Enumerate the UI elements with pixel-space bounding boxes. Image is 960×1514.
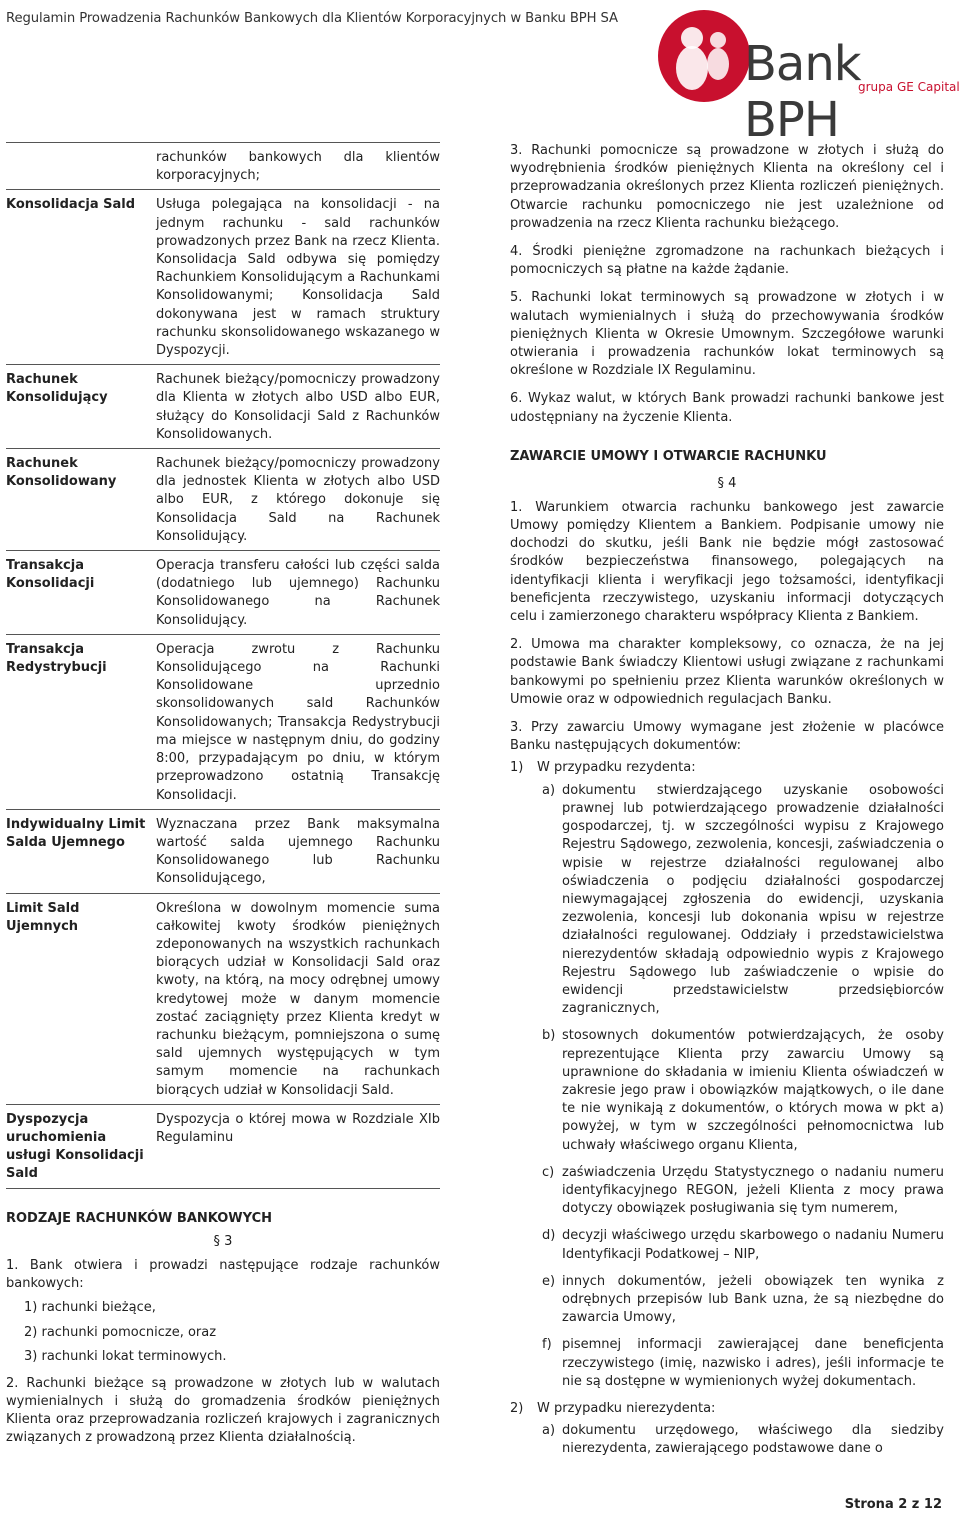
definition-description: rachunków bankowych dla klientów korporacyjnych; [156, 150, 440, 184]
definition-term: Transakcja Konsolidacji [6, 558, 95, 592]
definition-term: Indywidualny Limit Salda Ujemnego [6, 816, 146, 850]
definition-row [6, 448, 440, 550]
definition-term: Konsolidacja Sald [6, 197, 136, 213]
paragraph-text: 1. Warunkiem otwarcia rachunku bankowego jest zawarcie Umowy pomiędzy Klientem a Bankiem. Podpisanie umowy nie dochodzi do skutku, jeśli Bank nie będzie mógł zastosować środków bezpieczeństwa finansowego, polegających na identyfikacji klienta i weryfikacji jego tożsamości, identyfikacji beneficjenta rzeczywistego, uzyskaniu informacji dotyczących celu i zamierzonego charakteru współpracy Klienta z Bankiem. [510, 499, 944, 625]
right-column [510, 142, 944, 1468]
item-text: zaświadczenia Urzędu Statystycznego o nadaniu numeru identyfikacyjnego REGON, jeżeli Klienta z mocy prawa dotyczy obowiązek posługiwania się tym numerem, [562, 1164, 944, 1217]
numbered-item [510, 759, 944, 777]
paragraph-text: 5. Rachunki lokat terminowych są prowadzone w złotych i w walutach wymienialnych i służą do przechowywania środków pieniężnych Klienta w Okresie Umownym. Szczegółowe warunki otwierania i prowadzenia rachunków lokat terminowych są określone w Rozdziale IX Regulaminu. [510, 290, 944, 379]
item-letter: d) [542, 1228, 556, 1244]
definition-row [6, 809, 440, 893]
document-header-title: Regulamin Prowadzenia Rachunków Bankowych dla Klientów Korporacyjnych w Banku BPH SA [6, 11, 618, 26]
definition-description: Określona w dowolnym momencie suma całkowitej kwoty środków pieniężnych zdeponowanych na wszystkich rachunkach biorących udział w Konsolidacji Sald oraz kwoty, na którą, na mocy odrębnej umowy kredytowej może w danym momencie zostać zaciągnięty przez Klienta kredyt w rachunku bieżącym, pomniejszona o sumę sald ujemnych występujących w tym samym momencie na rachunkach biorących udział w Konsolidacji Sald. [156, 900, 440, 1098]
list-item: 2) rachunki pomocnicze, oraz [24, 1324, 217, 1340]
section-heading: ZAWARCIE UMOWY I OTWARCIE RACHUNKU [510, 448, 827, 464]
definition-term: Rachunek Konsolidowany [6, 456, 117, 490]
item-letter: b) [542, 1028, 556, 1044]
definition-description: Dyspozycja o której mowa w Rozdziale XIb Regulaminu [156, 1111, 440, 1145]
item-text: dokumentu urzędowego, właściwego dla siedziby nierezydenta, zawierającego podstawowe dane o [562, 1423, 944, 1457]
paragraph-text: 2. Umowa ma charakter kompleksowy, co oznacza, że na jej podstawie Bank świadczy Klientowi usługi związane z rachunkami bankowymi po spełnieniu przez Klienta warunków określonych w Umowie oraz w odpowiednich regulacjach Banku. [510, 637, 944, 707]
item-number: 2) [510, 1400, 524, 1416]
list-item: 3) rachunki lokat terminowych. [24, 1349, 227, 1365]
definition-description: Operacja transferu całości lub części salda (dodatniego lub ujemnego) Rachunku Konsolidowanego na Rachunek Konsolidujący. [156, 558, 440, 628]
definition-row [6, 1104, 440, 1188]
table-divider [6, 1188, 440, 1189]
lettered-item [542, 1227, 944, 1263]
item-text: innych dokumentów, jeżeli obowiązek ten wynika z odrębnych przepisów lub Bank uzna, że są niezbędne do zawarcia Umowy, [562, 1273, 944, 1326]
item-text: dokumentu stwierdzającego uzyskanie osobowości prawnej lub potwierdzającego prowadzenie działalności gospodarczej, tj. w szczególności wypisu z Krajowego Rejestru Sądowego, zezwolenia, koncesji, zaświadczenia o wpisie w rejestrze działalności regulowanej albo oświadczenia o podjęciu działalności gospodarczej niewymagającej zgłoszenia do ewidencji, uzyskania zezwolenia, koncesji lub dokonania wpisu w rejestrze działalności regulowanej. Oddziały i przedstawicielstwa nierezydentów składają odpowiednio wypis z Krajowego Rejestru Sądowego lub zaświadczenie o wpisie do ewidencji przedstawicielstw przedsiębiorców zagranicznych, [562, 782, 944, 1017]
item-number: 1) [510, 760, 524, 776]
lettered-item [542, 1273, 944, 1328]
page-number: Strona 2 z 12 [844, 1497, 942, 1512]
definition-row [6, 893, 440, 1104]
definition-term: Dyspozycja uruchomienia usługi Konsolidacji Sald [6, 1111, 144, 1182]
definition-description: Rachunek bieżący/pomocniczy prowadzony dla Klienta w złotych albo USD albo EUR, służący do Konsolidacji Sald z Rachunków Konsolidowanych. [156, 372, 440, 442]
definition-term: Rachunek Konsolidujący [6, 372, 108, 406]
definition-row [6, 189, 440, 364]
definition-term: Limit Sald Ujemnych [6, 900, 80, 934]
paragraph-text: 6. Wykaz walut, w których Bank prowadzi rachunki bankowe jest udostępniany na życzenie Klienta. [510, 391, 944, 425]
left-column [6, 142, 440, 1447]
paragraph-text: 3. Rachunki pomocnicze są prowadzone w złotych i służą do wyodrębnienia środków pieniężnych Klienta na określony cel i przeprowadzania określonych przez Klienta rozliczeń pieniężnych. Otwarcie rachunku pomocniczego nie jest uzależnione od prowadzenia na rzecz Klienta rachunku bieżącego. [510, 143, 944, 231]
item-text: stosownych dokumentów potwierdzających, że osoby reprezentujące Klienta przy zawarciu Umowy są uprawnione do składania w imieniu Klienta oświadczeń w zakresie jego praw i obowiązków majątkowych, o ile dane te nie wynikają z dokumentów, o których mowa w pkt a) powyżej, w tym w szczególności pełnomocnictwa lub uchwały właściwego organu Klienta, [562, 1028, 944, 1153]
section-heading: RODZAJE RACHUNKÓW BANKOWYCH [6, 1210, 273, 1226]
paragraph-text: 1. Bank otwiera i prowadzi następujące rodzaje rachunków bankowych: [6, 1257, 440, 1291]
item-letter: e) [542, 1273, 556, 1289]
account-types-list [6, 1299, 440, 1367]
lettered-item [542, 1336, 944, 1391]
definition-row [6, 550, 440, 634]
definition-description: Rachunek bieżący/pomocniczy prowadzony dla jednostek Klienta w złotych albo USD albo EUR, z którego dokonuje się Konsolidacja Sald na Rachunek Konsolidujący. [156, 456, 440, 544]
definition-row [6, 142, 440, 189]
paragraph-text: 4. Środki pieniężne zgromadzone na rachunkach bieżących i pomocniczych są płatne na każde żądanie. [510, 244, 944, 278]
list-item: 1) rachunki bieżące, [24, 1299, 156, 1315]
definitions-table [6, 142, 440, 1189]
item-letter: f) [542, 1337, 552, 1353]
item-text: W przypadku nierezydenta: [537, 1400, 716, 1416]
logo-wordmark: Bank BPH [744, 36, 861, 148]
lettered-item [542, 1027, 944, 1154]
lettered-item [542, 782, 944, 1019]
definition-row [6, 634, 440, 809]
logo-subtitle: grupa GE Capital [858, 80, 960, 94]
numbered-item [510, 1400, 944, 1418]
item-text: decyzji właściwego urzędu skarbowego o nadaniu Numeru Identyfikacji Podatkowej – NIP, [562, 1228, 944, 1262]
lettered-item [542, 1164, 944, 1219]
definition-description: Usługa polegająca na konsolidacji - na jednym rachunku - sald rachunków prowadzonych przez Bank na rzecz Klienta. Konsolidacja Sald odbywa się pomiędzy Rachunkiem Konsolidującym a Rachunkami Konsolidowanymi; Konsolidacja Sald dokonywana jest w ramach struktury rachunku skonsolidowanego wskazanego w Dyspozycji. [156, 197, 440, 359]
definition-row [6, 364, 440, 448]
item-letter: a) [542, 1423, 556, 1439]
item-text: pisemnej informacji zawierającej dane beneficjenta rzeczywistego (imię, nazwisko i adres), jeśli informacje te nie są dostępne w wymienionych wyżej dokumentach. [562, 1337, 944, 1389]
item-letter: a) [542, 782, 556, 798]
lettered-item [542, 1422, 944, 1458]
paragraph-text: 3. Przy zawarciu Umowy wymagane jest złożenie w placówce Banku następujących dokumentów: [510, 720, 944, 754]
paragraph-text: 2. Rachunki bieżące są prowadzone w złotych lub w walutach wymienialnych i służą do gromadzenia środków pieniężnych Klienta oraz przeprowadzania rozliczeń krajowych i zagranicznych związanych z prowadzoną przez Klienta działalnością. [6, 1375, 440, 1446]
definition-description: Operacja zwrotu z Rachunku Konsolidującego na Rachunki Konsolidowane uprzednio skonsolidowanych sald Rachunków Konsolidowanych; Transakcja Redystrybucji ma miejsce w następnym dniu, do godziny 8:00, przypadającym po dniu, w którym przeprowadzono ostatnią Transakcję Konsolidacji. [156, 641, 440, 803]
item-text: W przypadku rezydenta: [537, 760, 696, 776]
definition-term [6, 149, 156, 185]
definition-term: Transakcja Redystrybucji [6, 641, 107, 676]
paragraph-mark: § 3 [213, 1233, 233, 1249]
definition-description: Wyznaczana przez Bank maksymalna wartość salda ujemnego Rachunku Konsolidowanego lub Rachunku Konsolidującego, [156, 816, 440, 887]
paragraph-mark: § 4 [717, 475, 737, 491]
item-letter: c) [542, 1164, 555, 1180]
